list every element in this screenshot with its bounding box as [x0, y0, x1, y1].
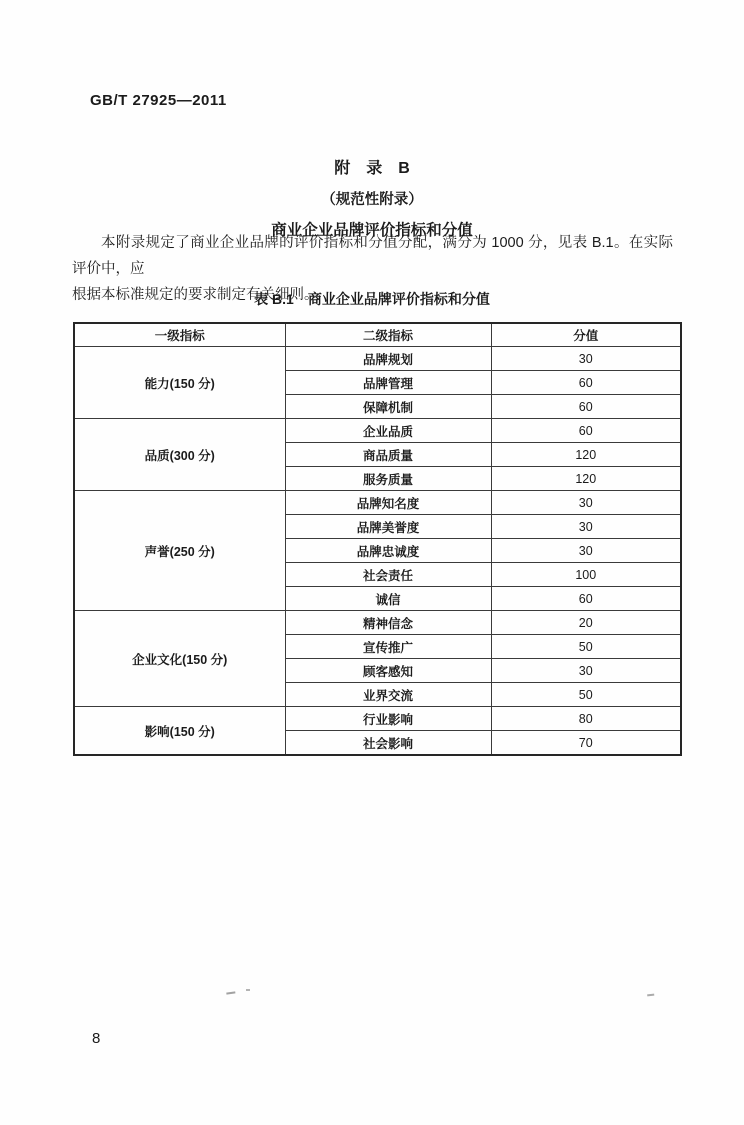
col-header-primary: 一级指标	[74, 323, 285, 347]
appendix-subtitle: （规范性附录）	[321, 192, 423, 208]
score-cell: 30	[491, 539, 681, 563]
table-caption: 表 B.1 商业企业品牌评价指标和分值	[254, 291, 490, 307]
table-row	[74, 347, 681, 371]
score-cell: 30	[491, 659, 681, 683]
table-row	[74, 491, 681, 515]
secondary-indicator-cell: 精神信念	[285, 611, 491, 635]
table-row	[74, 419, 681, 443]
primary-indicator-cell: 影响(150 分)	[74, 707, 285, 756]
secondary-indicator-cell: 诚信	[285, 587, 491, 611]
secondary-indicator-cell: 品牌知名度	[285, 491, 491, 515]
appendix-heading	[0, 155, 744, 240]
secondary-indicator-cell: 社会影响	[285, 731, 491, 756]
secondary-indicator-cell: 品牌忠诚度	[285, 539, 491, 563]
secondary-indicator-cell: 顾客感知	[285, 659, 491, 683]
score-cell: 60	[491, 419, 681, 443]
table-row	[74, 707, 681, 731]
score-cell: 60	[491, 395, 681, 419]
scan-artifact	[647, 990, 655, 997]
secondary-indicator-cell: 品牌规划	[285, 347, 491, 371]
score-cell: 60	[491, 587, 681, 611]
secondary-indicator-cell: 社会责任	[285, 563, 491, 587]
score-cell: 20	[491, 611, 681, 635]
secondary-indicator-cell: 商品质量	[285, 443, 491, 467]
scan-artifact	[226, 986, 236, 994]
score-cell: 30	[491, 515, 681, 539]
evaluation-table	[73, 322, 682, 756]
score-cell: 30	[491, 347, 681, 371]
table-header-row	[74, 323, 681, 347]
standard-code: GB/T 27925—2011	[90, 92, 227, 109]
secondary-indicator-cell: 服务质量	[285, 467, 491, 491]
intro-paragraph-line-1: 本附录规定了商业企业品牌的评价指标和分值分配，满分为 1000 分，见表 B.1。在实际评价中，应	[72, 235, 673, 277]
score-cell: 100	[491, 563, 681, 587]
score-cell: 50	[491, 683, 681, 707]
secondary-indicator-cell: 品牌美誉度	[285, 515, 491, 539]
secondary-indicator-cell: 行业影响	[285, 707, 491, 731]
secondary-indicator-cell: 保障机制	[285, 395, 491, 419]
primary-indicator-cell: 声誉(250 分)	[74, 491, 285, 611]
secondary-indicator-cell: 宣传推广	[285, 635, 491, 659]
score-cell: 50	[491, 635, 681, 659]
col-header-score: 分值	[491, 323, 681, 347]
intro-paragraph-line-2: 根据本标准规定的要求制定有关细则。	[72, 287, 319, 303]
page-number: 8	[92, 1030, 101, 1047]
appendix-section-title: 商业企业品牌评价指标和分值	[271, 222, 473, 239]
secondary-indicator-cell: 品牌管理	[285, 371, 491, 395]
primary-indicator-cell: 企业文化(150 分)	[74, 611, 285, 707]
col-header-secondary: 二级指标	[285, 323, 491, 347]
score-cell: 70	[491, 731, 681, 756]
secondary-indicator-cell: 业界交流	[285, 683, 491, 707]
score-cell: 120	[491, 443, 681, 467]
score-cell: 30	[491, 491, 681, 515]
primary-indicator-cell: 能力(150 分)	[74, 347, 285, 419]
scan-artifact	[246, 986, 250, 991]
score-cell: 60	[491, 371, 681, 395]
evaluation-table-container	[73, 322, 680, 756]
score-cell: 120	[491, 467, 681, 491]
score-cell: 80	[491, 707, 681, 731]
appendix-title: 附 录 B	[334, 160, 410, 177]
secondary-indicator-cell: 企业品质	[285, 419, 491, 443]
table-row	[74, 611, 681, 635]
primary-indicator-cell: 品质(300 分)	[74, 419, 285, 491]
